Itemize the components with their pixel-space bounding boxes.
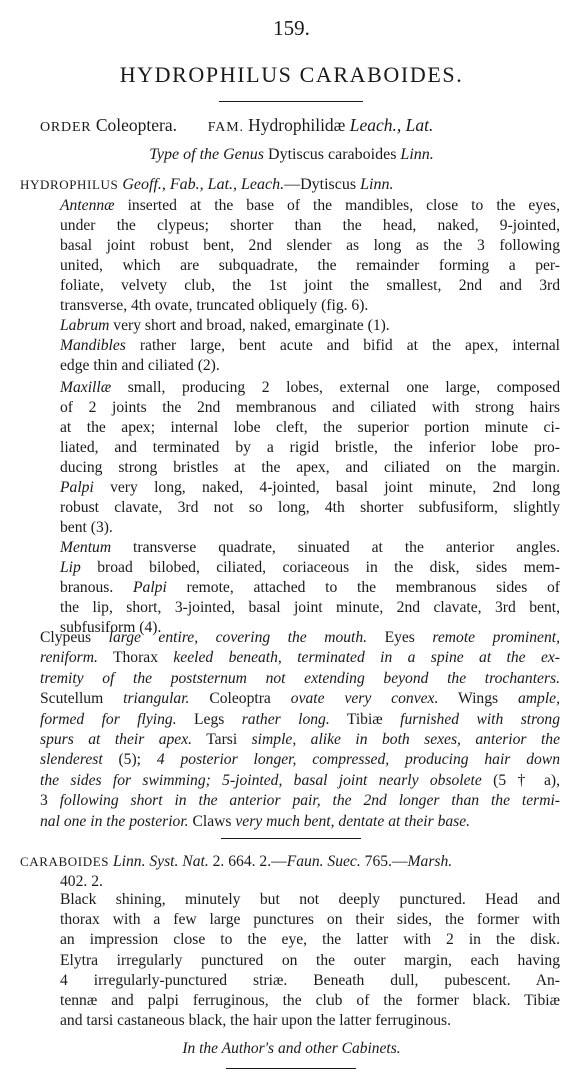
type-author: Linn. bbox=[400, 146, 434, 163]
palpi-line bbox=[60, 498, 560, 518]
text-run: robust clavate, 3rd not so long, 4th shorter subfusiform, slightly bbox=[60, 499, 560, 516]
text-run: nal one in the posterior. bbox=[40, 812, 189, 830]
text-run: Wings bbox=[438, 690, 518, 708]
text-run: furnished with strong bbox=[400, 710, 560, 728]
family-value: Hydrophilidæ bbox=[248, 115, 346, 135]
maxillae-line bbox=[60, 438, 560, 458]
description-line bbox=[60, 1011, 560, 1031]
family-authors: Leach., Lat. bbox=[349, 115, 434, 135]
text-run: Linn. Syst. Nat. bbox=[112, 853, 209, 870]
type-of-genus bbox=[0, 146, 583, 164]
reference-line bbox=[20, 852, 560, 872]
text-run: 402. 2. bbox=[60, 873, 103, 890]
text-run: Clypeus bbox=[40, 629, 109, 646]
text-run: remote, attached to the membranous sides of bbox=[166, 579, 560, 596]
genus-synonym: —Dytiscus bbox=[284, 176, 357, 193]
clypeus-line bbox=[40, 669, 560, 689]
text-run: transverse, 4th ovate, truncated obliquely (fig. 6). bbox=[60, 297, 369, 314]
clypeus-line bbox=[40, 648, 560, 668]
text-run: 3 bbox=[40, 792, 60, 810]
labrum-line bbox=[60, 316, 560, 336]
text-run: 2. 664. 2.— bbox=[208, 853, 287, 870]
order-value: Coleoptera. bbox=[95, 115, 177, 135]
mentum-line bbox=[60, 538, 560, 558]
lip-line bbox=[60, 558, 560, 578]
mentum-term: Mentum bbox=[60, 539, 112, 556]
mandibles-line bbox=[60, 336, 560, 356]
text-run: 4 posterior longer, compressed, producing hair down bbox=[156, 751, 560, 769]
labrum-term: Labrum bbox=[60, 317, 110, 334]
clypeus-line bbox=[40, 689, 560, 709]
text-run: ducing strong bristles at the apex, and ciliated on the margin. bbox=[60, 459, 560, 476]
palpi-term: Palpi bbox=[133, 579, 167, 596]
reference-line bbox=[60, 872, 583, 892]
description-line bbox=[60, 890, 560, 910]
text-run: very long, naked, 4-jointed, basal joint minute, 2nd long bbox=[93, 479, 560, 496]
clypeus-line bbox=[40, 750, 560, 770]
text-run: branous. bbox=[60, 579, 134, 596]
text-run: transverse quadrate, sinuated at the anterior angles. bbox=[111, 539, 560, 556]
antennae-line bbox=[60, 296, 560, 316]
antennae-line bbox=[60, 196, 560, 216]
clypeus-line bbox=[40, 730, 560, 750]
text-run: united, which are subquadrate, the remainder forming a per- bbox=[60, 257, 560, 274]
genus-synonym-author: Linn. bbox=[360, 176, 394, 193]
text-run: spurs at their apex. bbox=[40, 731, 193, 748]
text-run: broad bilobed, ciliated, coriaceous in the disk, sides mem- bbox=[80, 559, 560, 576]
text-run: edge thin and ciliated (2). bbox=[60, 357, 220, 374]
text-run: inserted at the base of the mandibles, close to the eyes, bbox=[114, 197, 560, 214]
text-run: Marsh. bbox=[407, 853, 453, 870]
maxillae-line bbox=[60, 378, 560, 398]
text-run: 765.— bbox=[360, 853, 408, 870]
maxillae-line bbox=[60, 458, 560, 478]
lip-line bbox=[60, 598, 560, 618]
text-run: the sides for swimming; 5-jointed, basal joint nearly obsolete bbox=[40, 771, 482, 789]
clypeus-line bbox=[40, 812, 560, 832]
maxillae-line bbox=[60, 418, 560, 438]
clypeus-line bbox=[40, 710, 560, 730]
text-run: tremity of the poststernum not extending beyond the trochanters. bbox=[40, 669, 560, 687]
classification-line bbox=[40, 115, 560, 136]
text-run: formed for flying. bbox=[40, 710, 177, 728]
text-run: (5); bbox=[102, 751, 157, 769]
antennae-line bbox=[60, 276, 560, 296]
lip-term: Lip bbox=[60, 559, 81, 576]
text-run: following short in the anterior pair, the 2nd longer than the termi- bbox=[59, 792, 561, 810]
text-run: subfusiform (4). bbox=[60, 619, 162, 636]
text-run: very short and broad, naked, emarginate (1). bbox=[109, 317, 390, 334]
text-run: Tibiæ bbox=[329, 710, 401, 728]
text-run: 4 irregularly-punctured striæ. Beneath dull, pubescent. An- bbox=[60, 971, 560, 989]
text-run: under the clypeus; shorter than the head, naked, 9-jointed, bbox=[60, 217, 560, 234]
text-run: liated, and terminated by a rigid bristle, the inferior lobe pro- bbox=[60, 439, 560, 456]
text-run: very much bent, dentate at their base. bbox=[235, 812, 471, 830]
order-label: ORDER bbox=[40, 120, 92, 135]
antennae-term: Antennæ bbox=[60, 197, 115, 214]
text-run: small, producing 2 lobes, external one large, composed bbox=[111, 379, 560, 396]
page-number: 159. bbox=[273, 16, 310, 40]
section-rule bbox=[221, 838, 361, 839]
text-run: and tarsi castaneous black, the hair upon the latter ferruginous. bbox=[60, 1012, 452, 1030]
text-run: Thorax bbox=[97, 649, 174, 667]
text-run: Coleoptra bbox=[189, 690, 291, 708]
genus-line bbox=[20, 176, 540, 194]
type-species: Dytiscus caraboides bbox=[268, 146, 397, 163]
text-run: thorax with a few large punctures on their sides, the former with bbox=[60, 911, 560, 929]
text-run: CARABOIDES bbox=[20, 854, 110, 869]
text-run: Scutellum bbox=[40, 690, 124, 708]
description-line bbox=[60, 910, 560, 930]
text-run: remote prominent, bbox=[432, 629, 561, 646]
page-title: HYDROPHILUS CARABOIDES. bbox=[119, 62, 464, 87]
text-run: Black shining, minutely but not deeply punctured. Head and bbox=[60, 891, 560, 908]
cabinet-note: In the Author's and other Cabinets. bbox=[182, 1040, 401, 1057]
description-line bbox=[60, 951, 560, 971]
family-label: FAM. bbox=[207, 120, 244, 135]
text-run: ample, bbox=[517, 690, 560, 708]
text-run: rather long. bbox=[241, 710, 330, 728]
text-run: rather large, bent acute and bifid at the apex, internal bbox=[125, 337, 560, 354]
clypeus-line bbox=[40, 791, 560, 811]
mandibles-line bbox=[60, 356, 560, 376]
text-run: an impression close to the eye, the latter with 2 in the disk. bbox=[60, 931, 560, 949]
text-run: tennæ and palpi ferruginous, the club of the former black. Tibiæ bbox=[60, 992, 560, 1009]
genus-name: HYDROPHILUS bbox=[20, 177, 119, 192]
text-run: keeled beneath, terminated in a spine at the ex- bbox=[173, 649, 560, 667]
text-run: slenderest bbox=[40, 751, 103, 769]
text-run: Eyes bbox=[367, 629, 433, 646]
description-line bbox=[60, 971, 560, 991]
text-run: Claws bbox=[188, 812, 236, 830]
genus-authors: Geoff., Fab., Lat., Leach. bbox=[122, 176, 285, 193]
clypeus-line bbox=[40, 771, 560, 791]
antennae-line bbox=[60, 256, 560, 276]
maxillae-term: Maxillæ bbox=[60, 379, 112, 396]
text-run: Faun. Suec. bbox=[286, 853, 361, 870]
maxillae-line bbox=[60, 398, 560, 418]
text-run: the lip, short, 3-jointed, basal joint minute, 2nd clavate, 3rd bent, bbox=[60, 599, 560, 616]
description-line bbox=[60, 991, 560, 1011]
clypeus-line bbox=[40, 628, 560, 648]
lip-line bbox=[60, 578, 560, 598]
text-run: simple, alike in both sexes, anterior the bbox=[251, 731, 560, 748]
text-run: basal joint robust bent, 2nd slender as long as the 3 following bbox=[60, 237, 560, 254]
mandibles-term: Mandibles bbox=[60, 337, 126, 354]
description-line bbox=[60, 930, 560, 950]
text-run: reniform. bbox=[40, 649, 98, 667]
palpi-line bbox=[60, 518, 560, 538]
palpi-line bbox=[60, 478, 560, 498]
footer-rule bbox=[226, 1068, 356, 1069]
text-run: foliate, velvety club, the 1st joint the smallest, 2nd and 3rd bbox=[60, 277, 560, 294]
antennae-line bbox=[60, 236, 560, 256]
palpi-term: Palpi bbox=[60, 479, 94, 496]
text-run: at the apex; internal lobe cleft, the superior portion minute ci- bbox=[60, 419, 560, 436]
text-run: Elytra irregularly punctured on the outer margin, each having bbox=[60, 951, 560, 969]
antennae-line bbox=[60, 216, 560, 236]
text-run: Legs bbox=[176, 710, 242, 728]
title-rule bbox=[219, 101, 363, 102]
text-run: large entire, covering the mouth. bbox=[108, 629, 368, 646]
text-run: ovate very convex. bbox=[290, 690, 439, 708]
text-run: (5 † a), bbox=[481, 771, 561, 789]
text-run: bent (3). bbox=[60, 519, 113, 536]
type-prefix: Type of the Genus bbox=[149, 146, 265, 163]
text-run: of 2 joints the 2nd membranous and ciliated with strong hairs bbox=[60, 399, 560, 416]
text-run: triangular. bbox=[123, 690, 190, 708]
text-run: Tarsi bbox=[192, 731, 252, 748]
